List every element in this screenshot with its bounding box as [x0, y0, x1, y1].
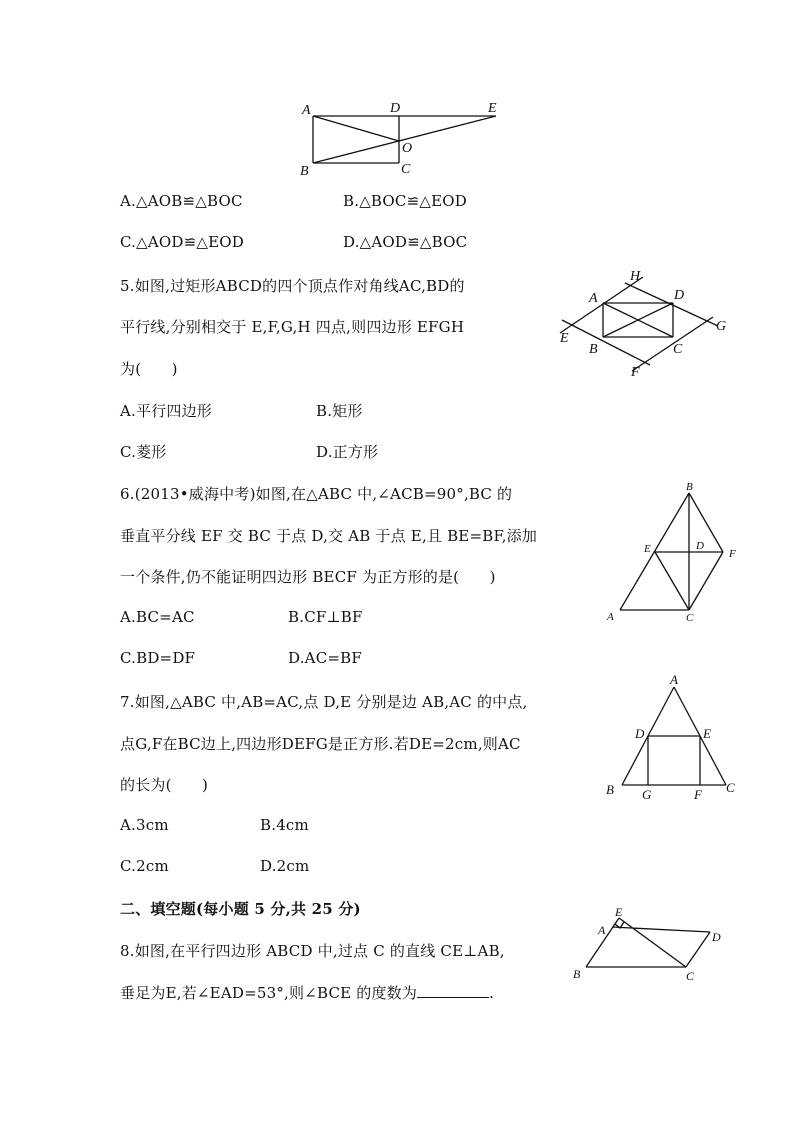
q5-label-F: F — [631, 365, 640, 380]
q8-label-B: B — [573, 967, 581, 981]
q8-line2-end: . — [489, 984, 495, 1002]
q4-label-B: B — [300, 164, 309, 179]
q8-label-E: E — [615, 905, 623, 919]
q6-label-C: C — [686, 612, 694, 624]
q6-line3: 一个条件,仍不能证明四边形 BECF 为正方形的是( ) — [120, 568, 496, 586]
q8-line-EC — [619, 918, 686, 967]
q6-line1: 6.(2013•威海中考)如图,在△ABC 中,∠ACB=90°,BC 的 — [120, 485, 513, 503]
q7-label-C: C — [726, 780, 735, 795]
q7-line3: 的长为( ) — [120, 776, 209, 794]
q8-label-C: C — [686, 969, 695, 983]
q4-option-c: C.△AOD≌△EOD — [120, 233, 244, 251]
q6-label-E: E — [644, 543, 651, 555]
q5-option-b: B.矩形 — [316, 402, 363, 420]
q7-label-E: E — [703, 726, 711, 741]
q5-option-d: D.正方形 — [316, 443, 379, 461]
q5-option-a: A.平行四边形 — [120, 402, 213, 420]
section2-title: 二、填空题(每小题 5 分,共 25 分) — [120, 900, 361, 918]
q7-line2: 点G,F在BC边上,四边形DEFG是正方形.若DE=2cm,则AC — [120, 735, 521, 753]
q8-line1: 8.如图,在平行四边形 ABCD 中,过点 C 的直线 CE⊥AB, — [120, 942, 505, 960]
q4-option-a: A.△AOB≌△BOC — [120, 192, 243, 210]
q7-label-G: G — [642, 787, 652, 802]
q5-line1: 5.如图,过矩形ABCD的四个顶点作对角线AC,BD的 — [120, 277, 465, 295]
q7-option-c: C.2cm — [120, 857, 169, 875]
q5-line3: 为( ) — [120, 360, 178, 378]
q6-label-A: A — [607, 611, 614, 623]
q5-label-C: C — [673, 342, 683, 357]
q8-label-D: D — [712, 930, 721, 944]
q5-label-E: E — [560, 331, 569, 346]
q6-option-b: B.CF⊥BF — [288, 608, 363, 626]
q5-label-H: H — [630, 269, 641, 284]
q7-label-A: A — [670, 672, 678, 687]
q7-label-B: B — [606, 782, 614, 797]
q6-label-F: F — [729, 548, 736, 560]
q6-label-B: B — [686, 481, 693, 493]
q5-line2: 平行线,分别相交于 E,F,G,H 四点,则四边形 EFGH — [120, 318, 465, 336]
q7-option-a: A.3cm — [120, 816, 169, 834]
q4-label-D: D — [390, 101, 401, 116]
q5-label-B: B — [589, 342, 598, 357]
q7-label-F: F — [694, 787, 702, 802]
q4-option-d: D.△AOD≌△BOC — [343, 233, 468, 251]
q7-label-D: D — [635, 726, 645, 741]
q4-label-A: A — [302, 103, 311, 118]
q4-option-b: B.△BOC≌△EOD — [343, 192, 467, 210]
q8-line-DC — [686, 932, 710, 967]
q8-label-A: A — [598, 923, 606, 937]
q7-option-b: B.4cm — [260, 816, 309, 834]
q4-label-C: C — [401, 162, 411, 177]
q8-line-AD — [612, 927, 710, 932]
q6-option-c: C.BD=DF — [120, 649, 196, 667]
q5-label-D: D — [674, 288, 685, 303]
q4-label-E: E — [488, 101, 497, 116]
q5-label-A: A — [589, 291, 598, 306]
q6-option-d: D.AC=BF — [288, 649, 362, 667]
q7-line1: 7.如图,△ABC 中,AB=AC,点 D,E 分别是边 AB,AC 的中点, — [120, 693, 528, 711]
q8-line2-text: 垂足为E,若∠EAD=53°,则∠BCE 的度数为 — [120, 984, 418, 1002]
q5-option-c: C.菱形 — [120, 443, 167, 461]
q6-line2: 垂直平分线 EF 交 BC 于点 D,交 AB 于点 E,且 BE=BF,添加 — [120, 527, 538, 545]
q4-label-O: O — [402, 141, 413, 156]
q6-label-D: D — [696, 540, 704, 552]
q6-option-a: A.BC=AC — [120, 608, 195, 626]
q7-option-d: D.2cm — [260, 857, 310, 875]
q5-label-G: G — [716, 319, 727, 334]
